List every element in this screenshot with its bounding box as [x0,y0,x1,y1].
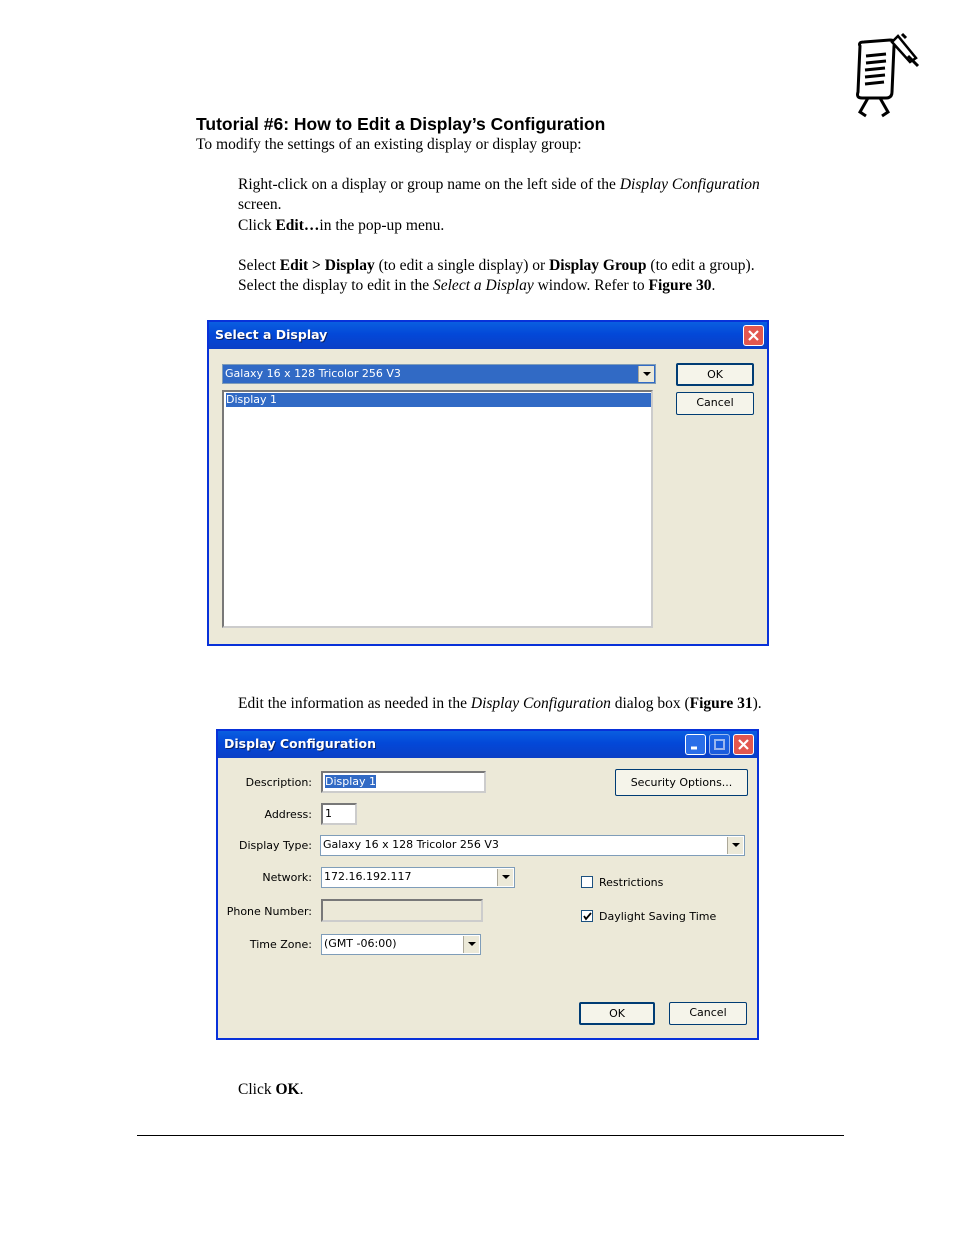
window-title: Select a Display [215,327,328,342]
display-type-select[interactable] [320,835,745,856]
close-button[interactable] [743,325,764,346]
step-right-click: Right-click on a display or group name on the left side of the Display Configuration screen. [238,176,760,213]
security-options-button[interactable]: Security Options... [615,769,748,796]
time-zone-select[interactable] [321,934,481,955]
daylight-saving-label: Daylight Saving Time [599,910,717,923]
page-heading: Tutorial #6: How to Edit a Display’s Configuration [196,114,606,134]
description-field[interactable] [321,771,486,793]
title-bar [218,731,757,758]
maximize-button[interactable] [709,734,730,755]
close-button[interactable] [733,734,754,755]
maximize-icon [710,735,729,754]
writing-scroll-logo [850,32,922,118]
step-select-edit: Select Edit > Display (to edit a single display) or Display Group (to edit a group). [238,257,755,274]
time-zone-label: Time Zone: [249,938,312,951]
description-value: Display 1 [325,775,377,788]
chevron-down-icon[interactable] [463,936,479,953]
display-list[interactable] [222,390,653,628]
display-config-window [216,729,759,1040]
step-click-ok: Click OK. [238,1081,304,1098]
ok-button[interactable]: OK [676,363,754,386]
cancel-button[interactable]: Cancel [669,1002,747,1025]
daylight-saving-checkbox[interactable] [581,910,593,922]
intro-text: To modify the settings of an existing display or display group: [196,136,582,153]
ok-button[interactable]: OK [579,1002,655,1025]
chevron-down-icon[interactable] [497,869,513,886]
title-bar [209,322,767,349]
step-select-display: Select the display to edit in the Select a Display window. Refer to Figure 30. [238,277,716,294]
display-type-combo[interactable] [222,364,656,384]
restrictions-checkbox[interactable] [581,876,593,888]
restrictions-label: Restrictions [599,876,664,889]
combo-value: Galaxy 16 x 128 Tricolor 256 V3 [225,367,401,380]
step-edit-info: Edit the information as needed in the Display Configuration dialog box (Figure 31). [238,695,762,712]
time-zone-value: (GMT -06:00) [324,937,397,950]
chevron-down-icon[interactable] [638,366,654,382]
display-type-value: Galaxy 16 x 128 Tricolor 256 V3 [323,838,499,851]
description-label: Description: [245,776,312,789]
network-select[interactable] [321,867,515,888]
display-type-label: Display Type: [238,839,312,852]
address-label: Address: [264,808,312,821]
list-item[interactable]: Display 1 [226,393,651,407]
address-field[interactable]: 1 [321,803,357,825]
close-icon [744,326,763,345]
select-display-window [207,320,769,646]
checkmark-icon [582,911,592,921]
window-title: Display Configuration [224,736,377,751]
phone-number-label: Phone Number: [226,905,312,918]
network-value: 172.16.192.117 [324,870,412,883]
step-click-edit: Click Edit…in the pop-up menu. [238,217,445,234]
network-label: Network: [262,871,312,884]
minimize-button[interactable] [685,734,706,755]
minimize-icon [686,735,705,754]
close-icon [734,735,753,754]
chevron-down-icon[interactable] [727,837,743,854]
phone-number-field [321,899,483,922]
footer-rule [137,1135,844,1136]
cancel-button[interactable]: Cancel [676,392,754,415]
